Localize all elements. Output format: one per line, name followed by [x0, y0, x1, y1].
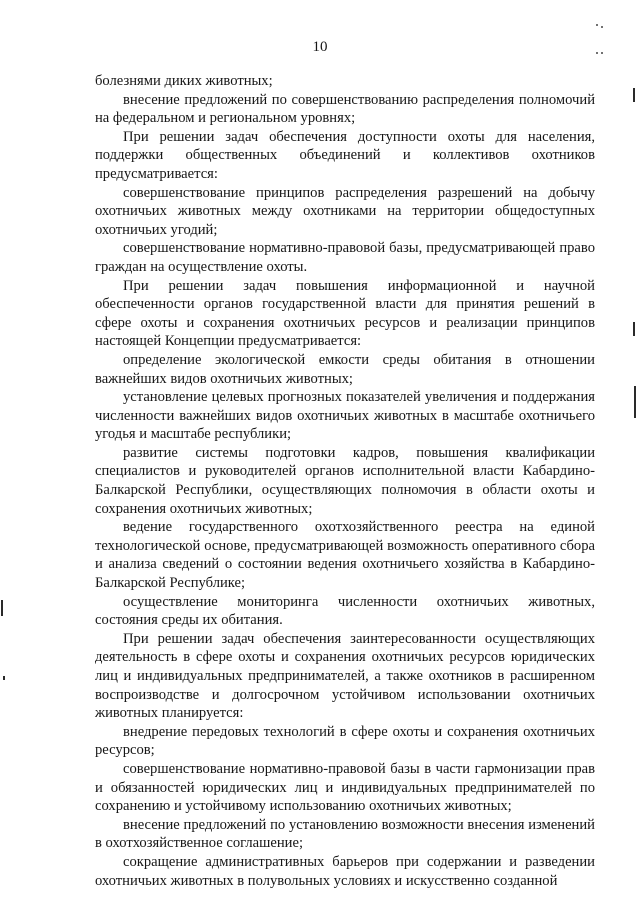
- paragraph: болезнями диких животных;: [95, 73, 273, 89]
- scan-artifact: [633, 88, 635, 102]
- scan-artifact: [3, 676, 5, 680]
- paragraph: При решении задач обеспечения доступности охоты для населения, поддержки общественных объединений и коллективов охотников предусматривается:: [95, 128, 595, 182]
- paragraph: сокращение административных барьеров при содержании и разведении охотничьих животных в полувольных условиях и искусственно созданной: [95, 853, 595, 889]
- scan-artifact: [634, 386, 636, 418]
- paragraph: внесение предложений по совершенствованию распределения полномочий на федеральном и региональном уровнях;: [95, 91, 595, 127]
- paragraph: внесение предложений по установлению возможности внесения изменений в охотхозяйственное соглашение;: [95, 816, 595, 852]
- body-text: [95, 72, 595, 890]
- paragraph: внедрение передовых технологий в сфере охоты и сохранения охотничьих ресурсов;: [95, 723, 595, 759]
- scan-artifact: [596, 52, 598, 54]
- paragraph: При решении задач обеспечения заинтересованности осуществляющих деятельность в сфере охоты и сохранения охотничьих ресурсов юридических лиц и индивидуальных предпринимателей, а также охотников в расширенном воспроизводстве и долгосрочном устойчивом использовании охотничьих животных планируется:: [95, 630, 595, 722]
- scan-artifact: [601, 52, 603, 54]
- paragraph: совершенствование принципов распределения разрешений на добычу охотничьих животных между охотниками на территории общедоступных охотничьих угодий;: [95, 184, 595, 238]
- page-number: 10: [312, 39, 328, 55]
- paragraph: установление целевых прогнозных показателей увеличения и поддержания численности важнейших видов охотничьих животных в масштабе охотничьего угодья и масштабе республики;: [95, 389, 595, 443]
- paragraph: При решении задач повышения информационной и научной обеспеченности органов государственной власти для принятия решений в сфере охоты и сохранения охотничьих ресурсов и реализации принципов настоящей Концепции предусматривается:: [95, 277, 595, 350]
- scan-artifact: [1, 600, 3, 616]
- paragraph: осуществление мониторинга численности охотничьих животных, состояния среды их обитания.: [95, 593, 595, 629]
- scan-artifact: [596, 24, 598, 26]
- paragraph: совершенствование нормативно-правовой базы в части гармонизации прав и обязанностей юридических лиц и индивидуальных предпринимателей по сохранению и устойчивому использованию охотничьих животных;: [95, 760, 595, 815]
- paragraph: совершенствование нормативно-правовой базы, предусматривающей право граждан на осуществление охоты.: [95, 240, 595, 275]
- paragraph: развитие системы подготовки кадров, повышения квалификации специалистов и руководителей органов исполнительной власти Кабардино-Балкарской Республики, осуществляющих полномочия в области охоты и сохранения охотничьих животных;: [95, 444, 595, 517]
- scan-artifact: [633, 322, 635, 336]
- paragraph: определение экологической емкости среды обитания в отношении важнейших видов охотничьих животных;: [95, 351, 595, 387]
- scan-artifact: [601, 26, 603, 28]
- paragraph: ведение государственного охотхозяйственного реестра на единой технологической основе, предусматривающей возможность оперативного сбора и анализа сведений о состоянии ведения охотничьего хозяйства в Кабардино-Балкарской Республике;: [95, 519, 595, 592]
